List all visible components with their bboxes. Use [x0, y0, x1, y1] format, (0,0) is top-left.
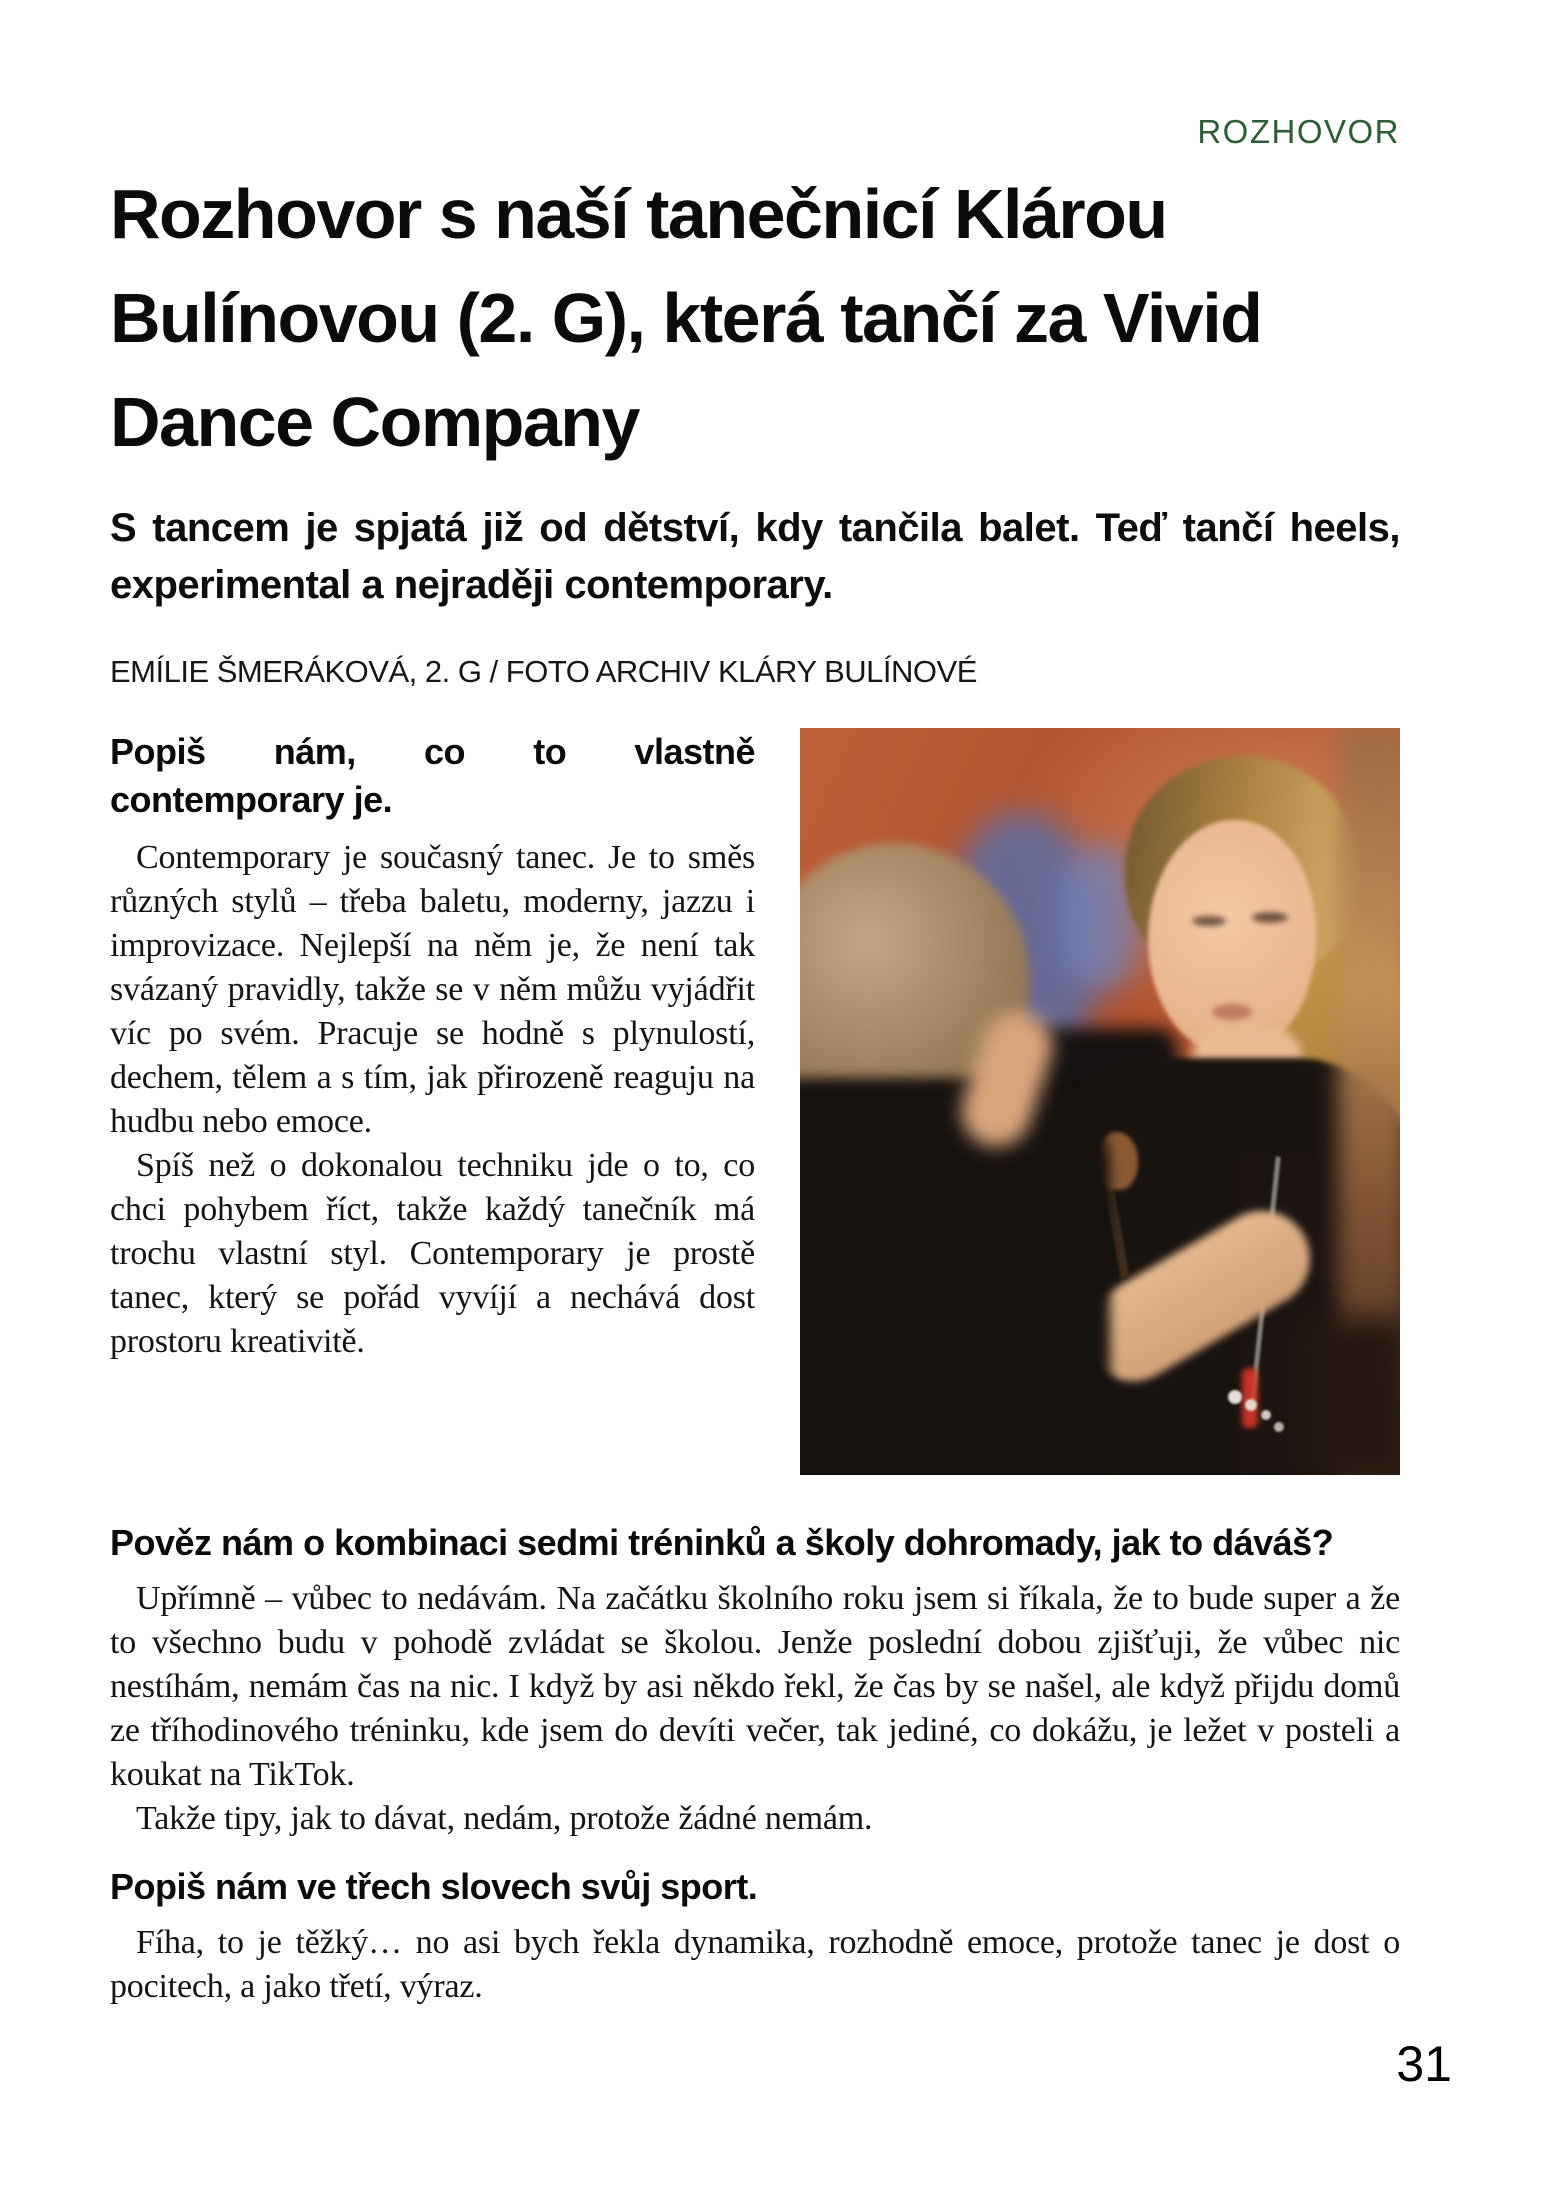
article-lede: S tancem je spjatá již od dětství, kdy tančila balet. Teď tančí heels, experimental a nejraději contemporary.: [110, 506, 1400, 607]
left-text-column: [110, 728, 755, 1364]
article-top-block: [110, 728, 1400, 1475]
qa-block-3: [110, 1863, 1400, 2009]
photo-dancer-left-eye: [1192, 916, 1226, 926]
answer-1-paragraph-2: Spíš než o dokonalou techniku jde o to, co chci pohybem říct, takže každý tanečník má trochu vlastní styl. Contemporary je prostě tanec, který se pořád vyvíjí a nechává dost prostoru kreativitě.: [110, 1147, 755, 1360]
question-3: Popiš nám ve třech slovech svůj sport.: [110, 1866, 758, 1907]
photo-red-strap: [1242, 1368, 1258, 1428]
page-content: [110, 0, 1400, 2009]
photo-dancer-lips: [1212, 1004, 1252, 1020]
byline: EMÍLIE ŠMERÁKOVÁ, 2. G / FOTO ARCHIV KLÁRY BULÍNOVÉ: [110, 654, 977, 689]
question-1: Popiš nám, co to vlastně contemporary je.: [110, 731, 755, 820]
answer-3-paragraph-1: Fíha, to je těžký… no asi bych řekla dynamika, rozhodně emoce, protože tanec je dost o pocitech, a jako třetí, výraz.: [110, 1924, 1400, 2005]
article-photo: [800, 728, 1400, 1475]
article-title: Rozhovor s naší tanečnicí Klárou Bulínovou (2. G), která tančí za Vivid Dance Company: [110, 175, 1262, 461]
photo-foreground-person-back: [800, 1078, 1110, 1475]
photo-right-dark-blur: [1298, 1318, 1400, 1475]
qa-block-2: [110, 1519, 1400, 1841]
question-2: Pověz nám o kombinaci sedmi tréninků a školy dohromady, jak to dáváš?: [110, 1522, 1334, 1563]
photo-pearl-bracelet: [1228, 1390, 1242, 1404]
photo-dancer-right-eye: [1252, 912, 1288, 923]
answer-2-paragraph-1: Upřímně – vůbec to nedávám. Na začátku školního roku jsem si říkala, že to bude super a že to všechno budu v pohodě zvládat se školou. Jenže poslední dobou zjišťuji, že vůbec nic nestíhám, nemám čas na nic. I když by asi někdo řekl, že čas by se našel, ale když přijdu domů ze tříhodinového tréninku, kde jsem do devíti večer, tak jediné, co dokážu, je ležet v posteli a koukat na TikTok.: [110, 1580, 1400, 1793]
answer-2-paragraph-2: Takže tipy, jak to dávat, nedám, protože žádné nemám.: [136, 1800, 873, 1837]
section-kicker: ROZHOVOR: [1197, 113, 1400, 150]
answer-1-paragraph-1: Contemporary je současný tanec. Je to směs různých stylů – třeba baletu, moderny, jazzu i improvizace. Nejlepší na něm je, že není tak svázaný pravidly, takže se v něm můžu vyjádřit víc po svém. Pracuje se hodně s plynulostí, dechem, tělem a s tím, jak přirozeně reaguju na hudbu nebo emoce.: [110, 839, 755, 1140]
page-number: 31: [1396, 2036, 1452, 2092]
